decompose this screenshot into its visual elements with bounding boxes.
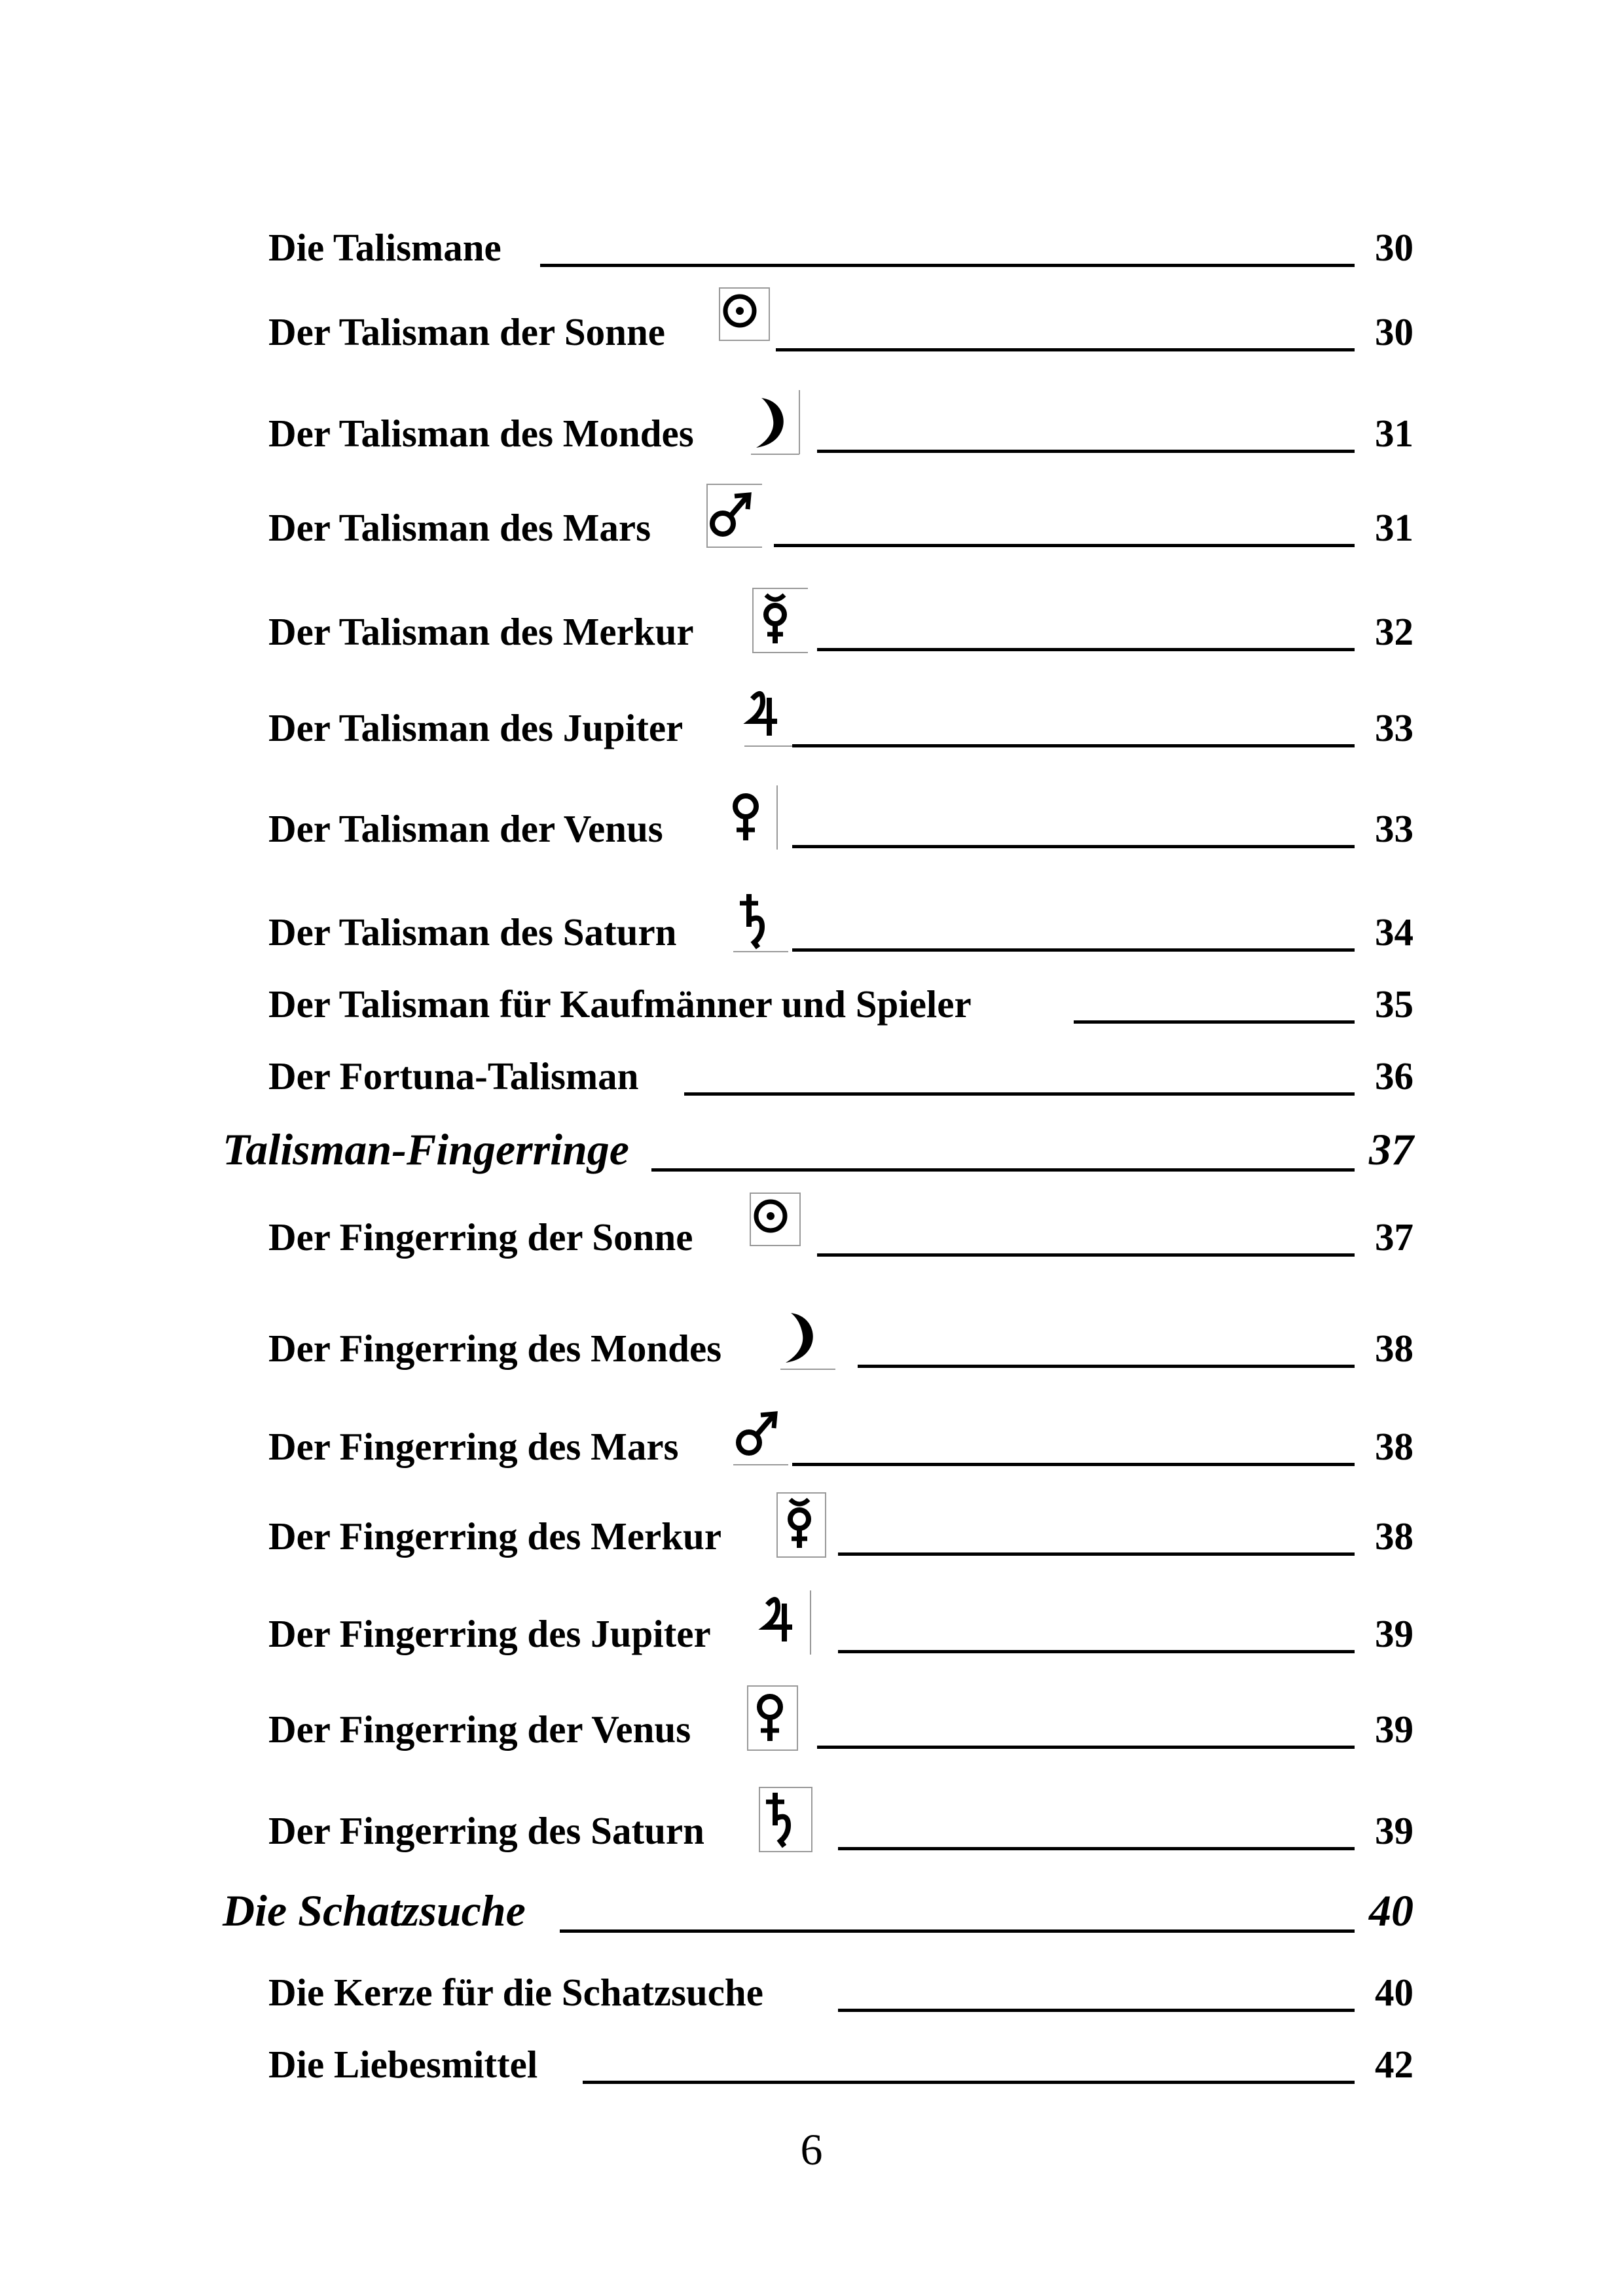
toc-entry-label: Der Fingerring des Saturn [268,1809,704,1852]
toc-page-number: 38 [1375,1327,1413,1370]
sun-symbol-icon [719,287,775,355]
toc-leader-line [583,2081,1355,2084]
toc-entry-label: Der Talisman der Sonne [268,310,665,353]
toc-page-number: 30 [1375,226,1413,269]
toc-leader-line [684,1092,1355,1096]
toc-entry[interactable] [0,689,1623,747]
toc-entry[interactable] [0,1198,1623,1257]
toc-entry-label: Der Talisman des Mars [268,506,651,549]
toc-page-number: 38 [1375,1515,1413,1558]
toc-entry-label: Der Fingerring des Jupiter [268,1612,711,1655]
toc-page-number: 36 [1375,1054,1413,1098]
toc-entry-label: Der Fortuna-Talisman [268,1054,639,1098]
toc-page-number: 39 [1375,1708,1413,1751]
toc-entry-label: Der Talisman der Venus [268,807,663,850]
toc-leader-line [838,2009,1355,2012]
toc-page-number: 38 [1375,1425,1413,1468]
toc-section-label: Die Schatzsuche [223,1886,526,1935]
toc-entry-label: Der Fingerring der Venus [268,1708,691,1751]
toc-section-label: Talisman-Fingerringe [223,1124,629,1174]
mars-symbol-icon [706,483,762,551]
toc-page-number: 39 [1375,1809,1413,1852]
toc-entry[interactable] [0,592,1623,651]
toc-entry[interactable] [0,789,1623,848]
toc-leader-line [792,1463,1355,1466]
venus-symbol-icon [722,784,778,852]
toc-entry[interactable] [0,488,1623,547]
toc-entry-label: Der Fingerring des Mars [268,1425,679,1468]
saturn-symbol-icon [732,888,788,956]
toc-leader-line [817,450,1355,453]
toc-page-number: 32 [1375,610,1413,653]
toc-leader-line [776,348,1355,351]
moon-symbol-icon [750,389,806,457]
toc-page-number: 39 [1375,1612,1413,1655]
mercury-symbol-icon [776,1492,832,1560]
toc-entry[interactable] [0,1594,1623,1653]
toc-page-number: 31 [1375,412,1413,455]
toc-section-heading[interactable] [0,1113,1623,1172]
toc-leader-line [774,544,1355,547]
toc-page-number: 42 [1375,2043,1413,2086]
toc-section-heading[interactable] [0,1874,1623,1933]
toc-entry-label: Die Talismane [268,226,501,269]
toc-leader-line [560,1929,1355,1933]
toc-entry[interactable] [0,1690,1623,1749]
toc-leader-line [817,1253,1355,1257]
toc-leader-line [858,1365,1355,1368]
toc-entry[interactable] [0,1497,1623,1556]
toc-page-number: 31 [1375,506,1413,549]
toc-page-number: 33 [1375,706,1413,749]
mars-symbol-icon [732,1402,788,1470]
toc-entry[interactable] [0,394,1623,453]
toc-leader-line [838,1552,1355,1556]
toc-page-number: 35 [1375,982,1413,1026]
toc-page-number: 30 [1375,310,1413,353]
toc-page-number: 40 [1375,1971,1413,2014]
sun-symbol-icon [750,1193,806,1261]
toc-entry[interactable] [0,2025,1623,2084]
jupiter-symbol-icon [758,1589,814,1657]
saturn-symbol-icon [758,1786,814,1854]
toc-entry[interactable] [0,1407,1623,1466]
toc-entry[interactable] [0,208,1623,267]
toc-page-number: 34 [1375,910,1413,954]
toc-page-number: 37 [1369,1124,1413,1174]
toc-entry-label: Der Fingerring der Sonne [268,1215,693,1259]
toc-entry-label: Der Fingerring des Mondes [268,1327,722,1370]
moon-symbol-icon [779,1304,835,1372]
toc-leader-line [792,845,1355,848]
mercury-symbol-icon [752,587,808,655]
toc-leader-line [792,744,1355,747]
toc-entry-label: Die Kerze für die Schatzsuche [268,1971,763,2014]
toc-entry-label: Der Fingerring des Merkur [268,1515,722,1558]
page-footer [0,2127,1623,2172]
toc-page-number: 40 [1369,1886,1413,1935]
toc-page-number: 33 [1375,807,1413,850]
toc-entry-label: Der Talisman für Kaufmänner und Spieler [268,982,972,1026]
toc-entry-label: Der Talisman des Merkur [268,610,694,653]
toc-entry[interactable] [0,1953,1623,2012]
toc-entry[interactable] [0,1037,1623,1096]
toc-entry-label: Die Liebesmittel [268,2043,538,2086]
venus-symbol-icon [746,1685,803,1753]
toc-leader-line [838,1650,1355,1653]
toc-entry[interactable] [0,1309,1623,1368]
toc-leader-line [540,264,1355,267]
toc-entry[interactable] [0,893,1623,952]
toc-entry-label: Der Talisman des Mondes [268,412,694,455]
toc-entry[interactable] [0,1791,1623,1850]
toc-entry[interactable] [0,293,1623,351]
toc-leader-line [1074,1020,1355,1024]
toc-entry[interactable] [0,965,1623,1024]
toc-leader-line [817,648,1355,651]
toc-entry-label: Der Talisman des Saturn [268,910,677,954]
toc-leader-line [817,1746,1355,1749]
toc-entry-label: Der Talisman des Jupiter [268,706,684,749]
toc-page-number: 37 [1375,1215,1413,1259]
toc-leader-line [838,1847,1355,1850]
toc-leader-line [651,1168,1355,1172]
page-number: 6 [800,2125,823,2174]
toc-leader-line [792,948,1355,952]
jupiter-symbol-icon [743,683,799,751]
